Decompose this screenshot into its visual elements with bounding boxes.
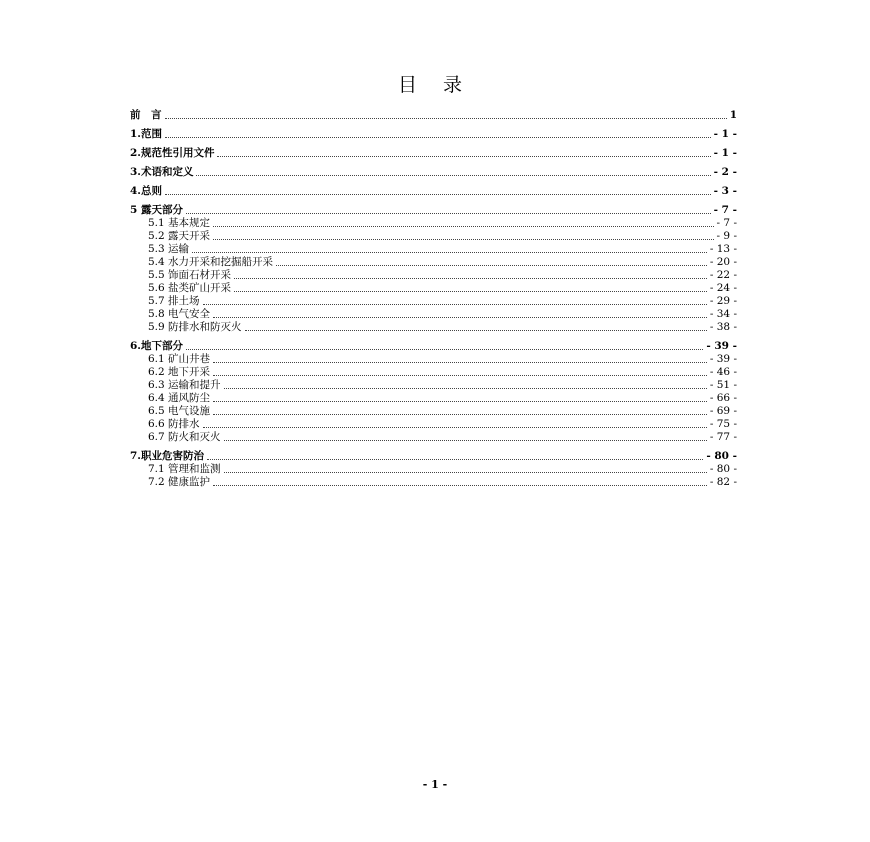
toc-entry-label: 6.3 运输和提升 — [148, 379, 221, 391]
toc-entry-page-number: - 2 - — [713, 166, 737, 178]
toc-entry-page-number: - 39 - — [709, 353, 737, 365]
toc-entry-label: 5.1 基本规定 — [148, 217, 211, 229]
toc-entry[interactable] — [130, 353, 737, 366]
dot-leader — [213, 239, 714, 240]
toc-entry-page-number: - 39 - — [706, 340, 737, 352]
dot-leader — [186, 213, 711, 214]
toc-entry-label: 3.术语和定义 — [130, 166, 194, 178]
toc-entry-label: 6.5 电气设施 — [148, 405, 211, 417]
dot-leader — [234, 291, 707, 292]
toc-entry[interactable] — [130, 185, 737, 198]
dot-leader — [203, 304, 707, 305]
toc-entry-label: 7.2 健康监护 — [148, 476, 211, 488]
toc-entry-label: 5.5 饰面石材开采 — [148, 269, 232, 281]
toc-entry-page-number: - 75 - — [709, 418, 737, 430]
toc-entry-page-number: - 3 - — [713, 185, 737, 197]
toc-entry[interactable] — [130, 217, 737, 230]
page-title: 目 录 — [397, 74, 473, 96]
dot-leader — [213, 401, 707, 402]
toc-entry-label: 5.4 水力开采和挖掘船开采 — [148, 256, 274, 268]
toc-entry-page-number: - 69 - — [709, 405, 737, 417]
toc-entry-page-number: - 24 - — [709, 282, 737, 294]
toc-entry-page-number: - 7 - — [716, 217, 737, 229]
toc-entry-label: 5.8 电气安全 — [148, 308, 211, 320]
toc-entry[interactable] — [130, 295, 737, 308]
dot-leader — [165, 118, 727, 119]
toc-entry[interactable] — [130, 392, 737, 405]
toc-entry-page-number: - 38 - — [709, 321, 737, 333]
toc-entry[interactable] — [130, 463, 737, 476]
toc-entry-page-number: - 34 - — [709, 308, 737, 320]
toc-entry[interactable] — [130, 166, 737, 179]
toc-entry-page-number: - 29 - — [709, 295, 737, 307]
dot-leader — [213, 414, 707, 415]
page-number-footer: - 1 - — [422, 778, 448, 791]
dot-leader — [213, 226, 714, 227]
dot-leader — [203, 427, 707, 428]
toc-entry[interactable] — [130, 147, 737, 160]
dot-leader — [234, 278, 707, 279]
toc-entry-label: 6.地下部分 — [130, 340, 183, 352]
toc-entry[interactable] — [130, 340, 737, 353]
toc-entry[interactable] — [130, 256, 737, 269]
toc-entry[interactable] — [130, 366, 737, 379]
toc-entry-page-number: - 80 - — [706, 450, 737, 462]
dot-leader — [207, 459, 703, 460]
toc-entry-label: 6.6 防排水 — [148, 418, 200, 430]
toc-entry-page-number: - 77 - — [709, 431, 737, 443]
toc-entry-label: 5 露天部分 — [130, 204, 183, 216]
dot-leader — [213, 362, 707, 363]
toc-entry[interactable] — [130, 405, 737, 418]
toc-entry-label: 5.9 防排水和防灭火 — [148, 321, 242, 333]
dot-leader — [165, 194, 711, 195]
toc-entry-label: 6.7 防火和灭火 — [148, 431, 221, 443]
dot-leader — [196, 175, 710, 176]
dot-leader — [186, 349, 703, 350]
toc-entry-label: 5.2 露天开采 — [148, 230, 211, 242]
table-of-contents — [130, 109, 737, 489]
toc-entry-label: 6.1 矿山井巷 — [148, 353, 211, 365]
toc-entry-label: 5.6 盐类矿山开采 — [148, 282, 232, 294]
dot-leader — [224, 388, 707, 389]
toc-entry[interactable] — [130, 128, 737, 141]
dot-leader — [224, 472, 707, 473]
toc-entry[interactable] — [130, 109, 737, 122]
toc-entry-label: 1.范围 — [130, 128, 162, 140]
toc-entry-page-number: - 82 - — [709, 476, 737, 488]
toc-entry-label: 4.总则 — [130, 185, 162, 197]
dot-leader — [213, 375, 707, 376]
dot-leader — [213, 485, 707, 486]
dot-leader — [245, 330, 707, 331]
dot-leader — [276, 265, 707, 266]
toc-entry[interactable] — [130, 269, 737, 282]
toc-entry-label: 6.4 通风防尘 — [148, 392, 211, 404]
toc-entry-page-number: - 9 - — [716, 230, 737, 242]
toc-entry[interactable] — [130, 230, 737, 243]
toc-entry-page-number: - 51 - — [709, 379, 737, 391]
toc-entry[interactable] — [130, 476, 737, 489]
dot-leader — [213, 317, 707, 318]
toc-entry[interactable] — [130, 450, 737, 463]
toc-entry[interactable] — [130, 243, 737, 256]
toc-entry-label: 5.3 运输 — [148, 243, 190, 255]
toc-entry-page-number: - 46 - — [709, 366, 737, 378]
dot-leader — [217, 156, 710, 157]
toc-entry[interactable] — [130, 379, 737, 392]
toc-entry-label: 6.2 地下开采 — [148, 366, 211, 378]
toc-entry[interactable] — [130, 204, 737, 217]
toc-entry[interactable] — [130, 418, 737, 431]
dot-leader — [224, 440, 707, 441]
toc-entry-label: 2.规范性引用文件 — [130, 147, 215, 159]
toc-entry-page-number: - 13 - — [709, 243, 737, 255]
toc-entry-page-number: - 1 - — [713, 147, 737, 159]
toc-entry-page-number: - 1 - — [713, 128, 737, 140]
toc-entry-page-number: - 80 - — [709, 463, 737, 475]
dot-leader — [165, 137, 711, 138]
toc-entry-page-number: - 22 - — [709, 269, 737, 281]
toc-entry-label: 前 言 — [130, 109, 162, 121]
toc-entry-page-number: 1 — [729, 109, 737, 121]
toc-entry[interactable] — [130, 431, 737, 444]
toc-entry[interactable] — [130, 282, 737, 295]
toc-entry-label: 7.职业危害防治 — [130, 450, 204, 462]
toc-entry[interactable] — [130, 321, 737, 334]
dot-leader — [192, 252, 707, 253]
toc-entry-page-number: - 66 - — [709, 392, 737, 404]
toc-entry-page-number: - 20 - — [709, 256, 737, 268]
toc-entry-page-number: - 7 - — [713, 204, 737, 216]
toc-entry[interactable] — [130, 308, 737, 321]
toc-entry-label: 7.1 管理和监测 — [148, 463, 221, 475]
toc-entry-label: 5.7 排土场 — [148, 295, 200, 307]
